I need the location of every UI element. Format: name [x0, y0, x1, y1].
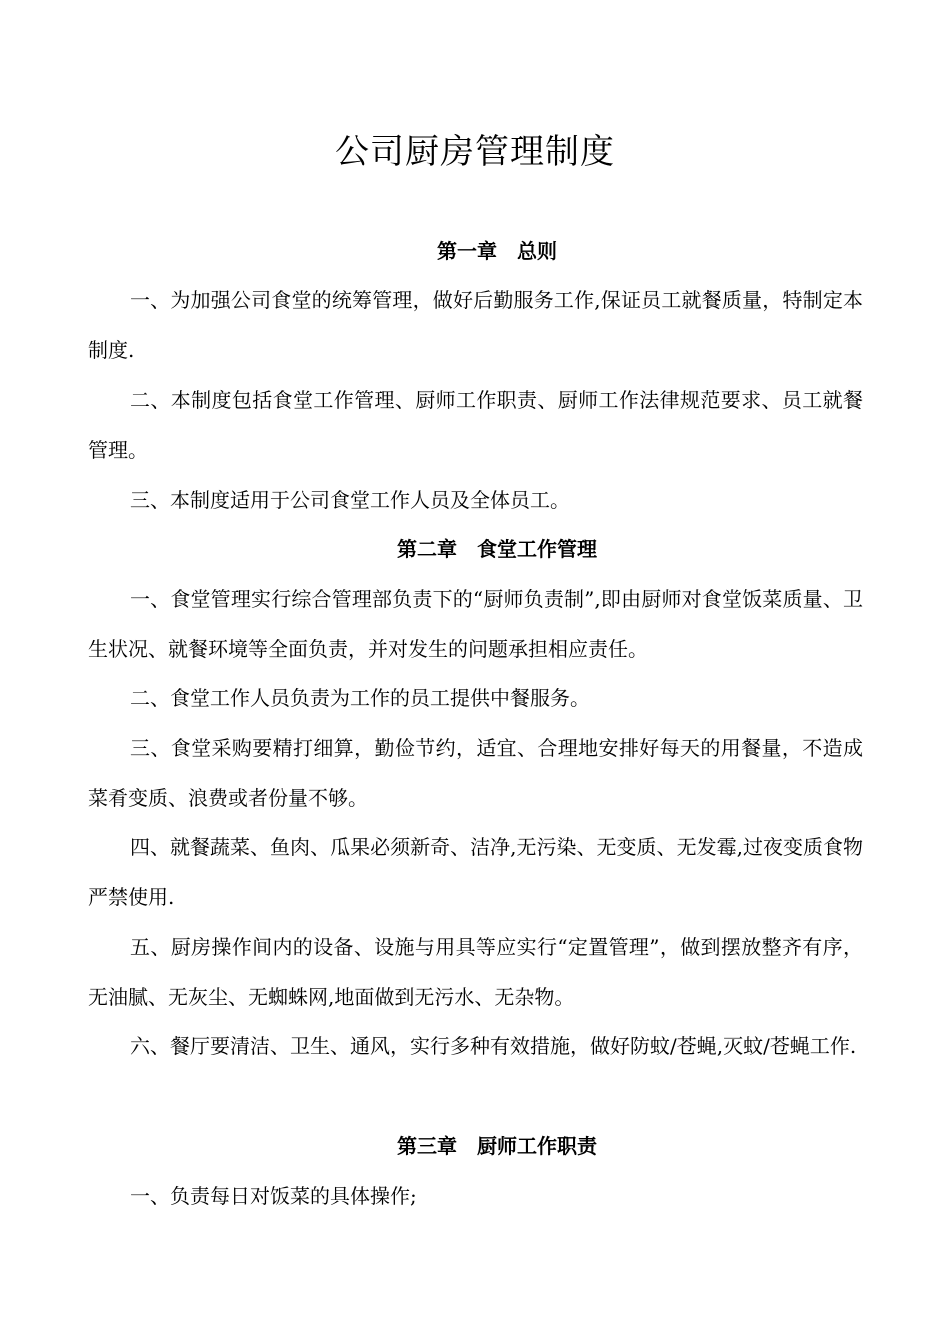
chapter-3-paragraph-1: 一、负责每日对饭菜的具体操作;: [130, 1184, 417, 1208]
chapter-1-paragraph-1: 一、为加强公司食堂的统筹管理，做好后勤服务工作,保证员工就餐质量，特制定本制度.: [88, 288, 863, 362]
chapter-2-paragraph-6: 六、餐厅要清洁、卫生、通风，实行多种有效措施，做好防蚊/苍蝇,灭蚊/苍蝇工作.: [130, 1034, 857, 1058]
chapter-2-heading: 第二章 食堂工作管理: [397, 537, 597, 561]
chapter-2-paragraph-2: 二、食堂工作人员负责为工作的员工提供中餐服务。: [130, 686, 590, 710]
chapter-1-paragraph-2: 二、本制度包括食堂工作管理、厨师工作职责、厨师工作法律规范要求、员工就餐管理。: [88, 388, 863, 462]
chapter-3-heading: 第三章 厨师工作职责: [397, 1134, 597, 1158]
chapter-1-heading: 第一章 总则: [437, 239, 557, 263]
chapter-1-paragraph-3: 三、本制度适用于公司食堂工作人员及全体员工。: [130, 488, 570, 512]
chapter-2-paragraph-1: 一、食堂管理实行综合管理部负责下的“厨师负责制”,即由厨师对食堂饭菜质量、卫生状况、就餐环境等全面负责，并对发生的问题承担相应责任。: [88, 587, 863, 661]
chapter-2-paragraph-5: 五、厨房操作间内的设备、设施与用具等应实行“定置管理”，做到摆放整齐有序，无油腻、无灰尘、无蜘蛛网,地面做到无污水、无杂物。: [88, 935, 863, 1009]
chapter-2-paragraph-4: 四、就餐蔬菜、鱼肉、瓜果必须新奇、洁净,无污染、无变质、无发霉,过夜变质食物严禁使用.: [88, 835, 863, 909]
document-title: 公司厨房管理制度: [335, 132, 615, 172]
chapter-2-paragraph-3: 三、食堂采购要精打细算，勤俭节约，适宜、合理地安排好每天的用餐量，不造成菜肴变质、浪费或者份量不够。: [88, 736, 863, 810]
